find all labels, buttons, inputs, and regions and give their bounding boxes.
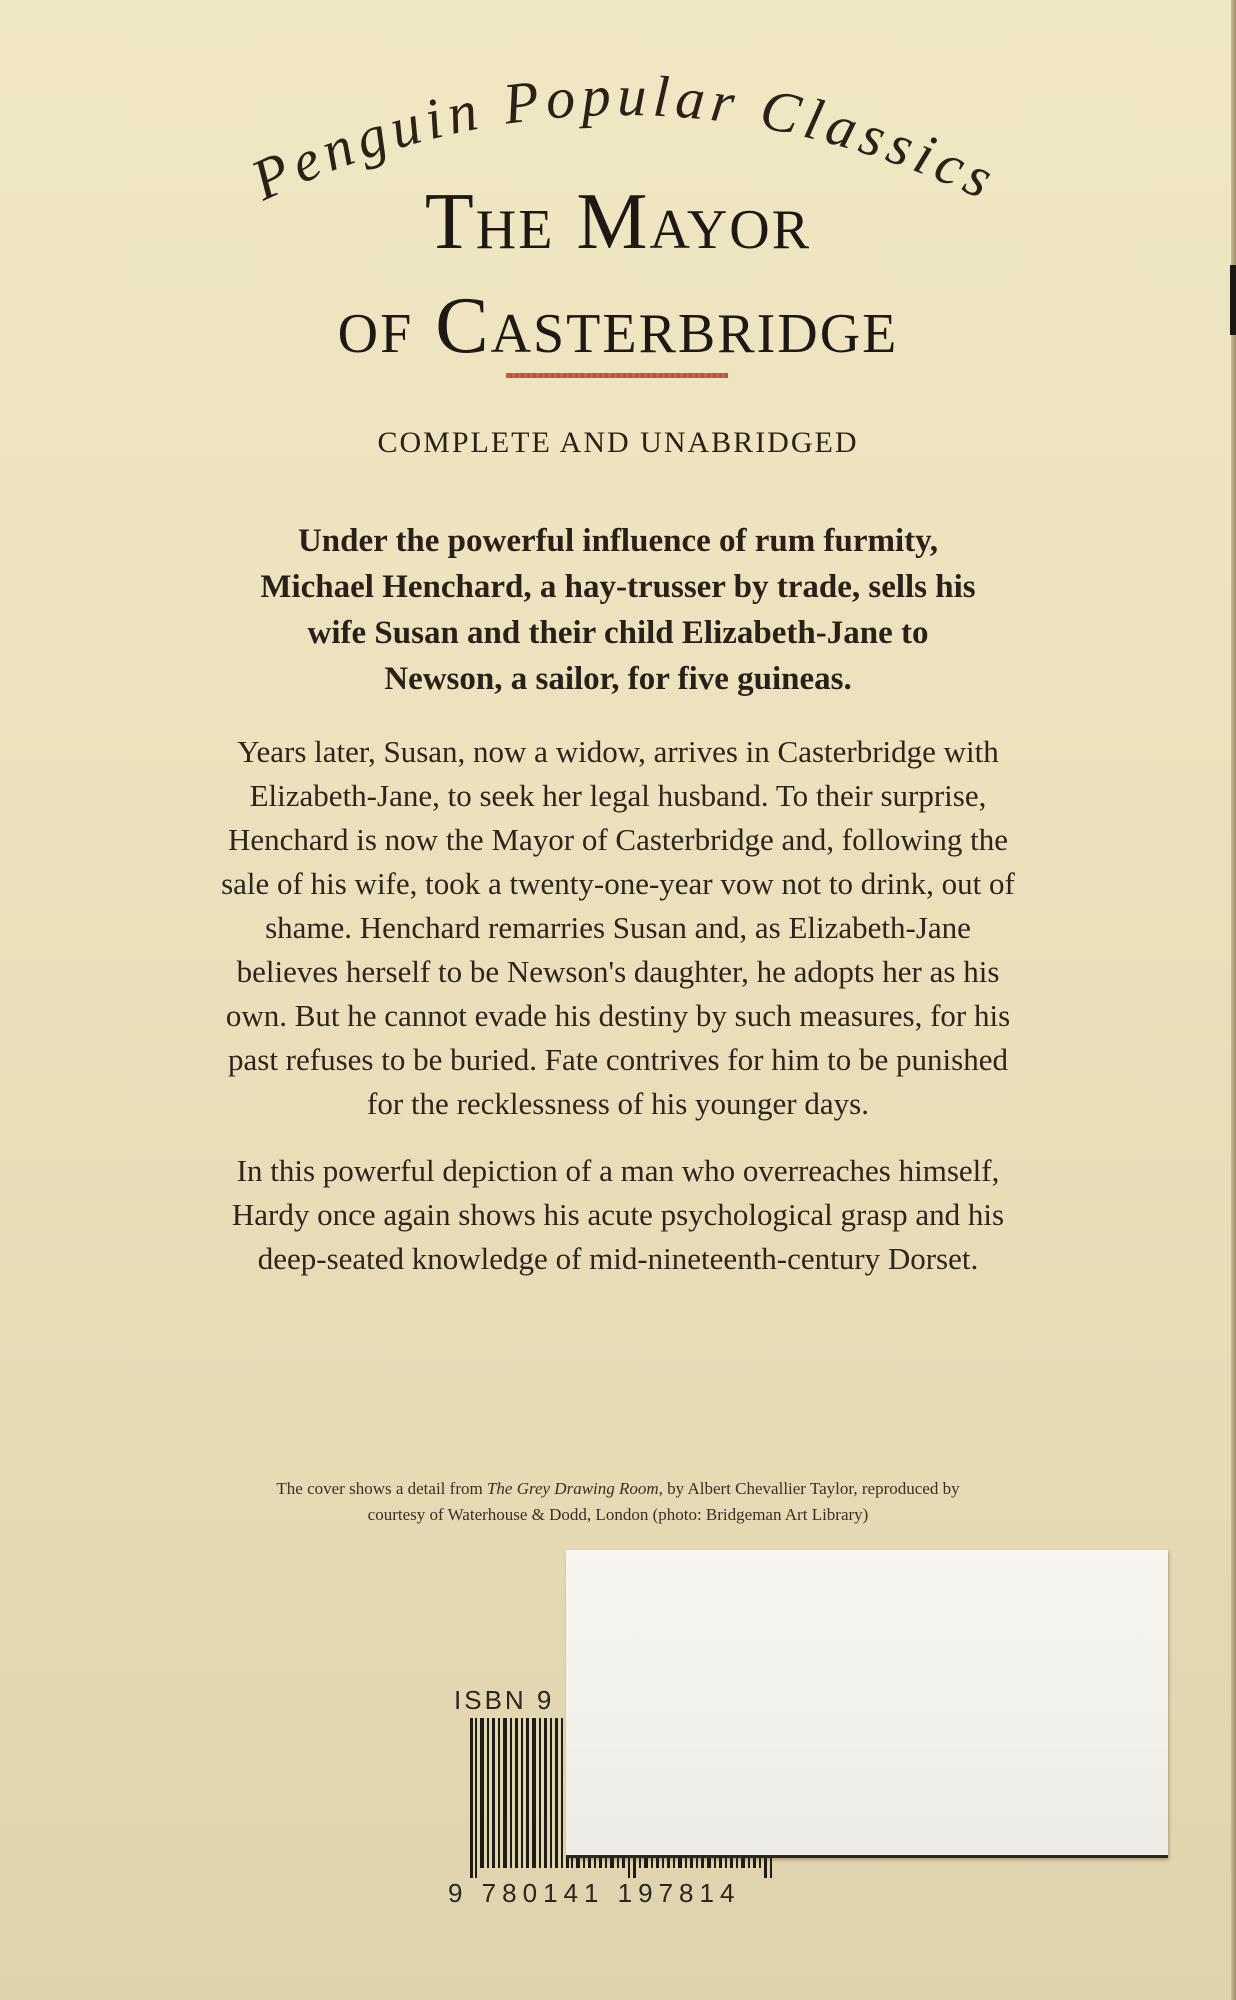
edition-subtitle: COMPLETE AND UNABRIDGED (377, 426, 859, 459)
blurb-closing-line: In this powerful depiction of a man who overreaches himself, (236, 1153, 1000, 1188)
blurb-closing-paragraph (130, 1149, 1106, 1281)
blurb-body-line: own. But he cannot evade his destiny by such measures, for his (225, 998, 1011, 1033)
blurb-body-line: sale of his wife, took a twenty-one-year vow not to drink, out of (221, 866, 1015, 901)
barcode-digits: 9 780141 197814 (448, 1878, 741, 1908)
book-title-line-2: of Casterbridge (337, 282, 899, 370)
blurb-closing-line: deep-seated knowledge of mid-nineteenth-century Dorset. (257, 1241, 979, 1276)
blurb-body-line: Henchard is now the Mayor of Casterbridge and, following the (228, 822, 1008, 857)
painting-title: The Grey Drawing Room (486, 1479, 659, 1498)
credit-line-1 (130, 1476, 1106, 1502)
credit-prefix: The cover shows a detail from (276, 1479, 487, 1498)
blurb-lead-line: wife Susan and their child Elizabeth-Jane to (307, 615, 929, 651)
blurb-lead-line: Michael Henchard, a hay-trusser by trade, sells his (260, 569, 976, 605)
series-name-text: Penguin Popular Classics (241, 62, 1008, 214)
blurb-closing-line: Hardy once again shows his acute psychological grasp and his (231, 1197, 1005, 1232)
blurb-body-line: for the recklessness of his younger days. (367, 1086, 869, 1121)
cover-art-credit (130, 1476, 1106, 1528)
blurb-body-line: Elizabeth-Jane, to seek her legal husband. To their surprise, (249, 778, 987, 813)
blurb-body-line: Years later, Susan, now a widow, arrives in Casterbridge with (237, 734, 999, 769)
blurb-lead-line: Newson, a sailor, for five guineas. (384, 661, 852, 697)
title-underline-rule (506, 373, 728, 378)
blurb-body-line: believes herself to be Newson's daughter, he adopts her as his (236, 954, 1000, 989)
credit-suffix: , by Albert Chevallier Taylor, reproduced by (658, 1479, 960, 1498)
blurb-body-paragraph (130, 730, 1106, 1126)
blurb-body-line: shame. Henchard remarries Susan and, as Elizabeth-Jane (265, 910, 971, 945)
credit-line-2: courtesy of Waterhouse & Dodd, London (photo: Bridgeman Art Library) (367, 1505, 869, 1524)
isbn-label: ISBN 9 (454, 1685, 555, 1715)
price-sticker-label (566, 1550, 1168, 1858)
book-title-line-1: The Mayor (424, 178, 812, 266)
blurb-lead-line: Under the powerful influence of rum furmity, (297, 523, 939, 559)
blurb-body-line: past refuses to be buried. Fate contrives for him to be punished (228, 1042, 1008, 1077)
blurb-lead-paragraph (170, 518, 1066, 702)
